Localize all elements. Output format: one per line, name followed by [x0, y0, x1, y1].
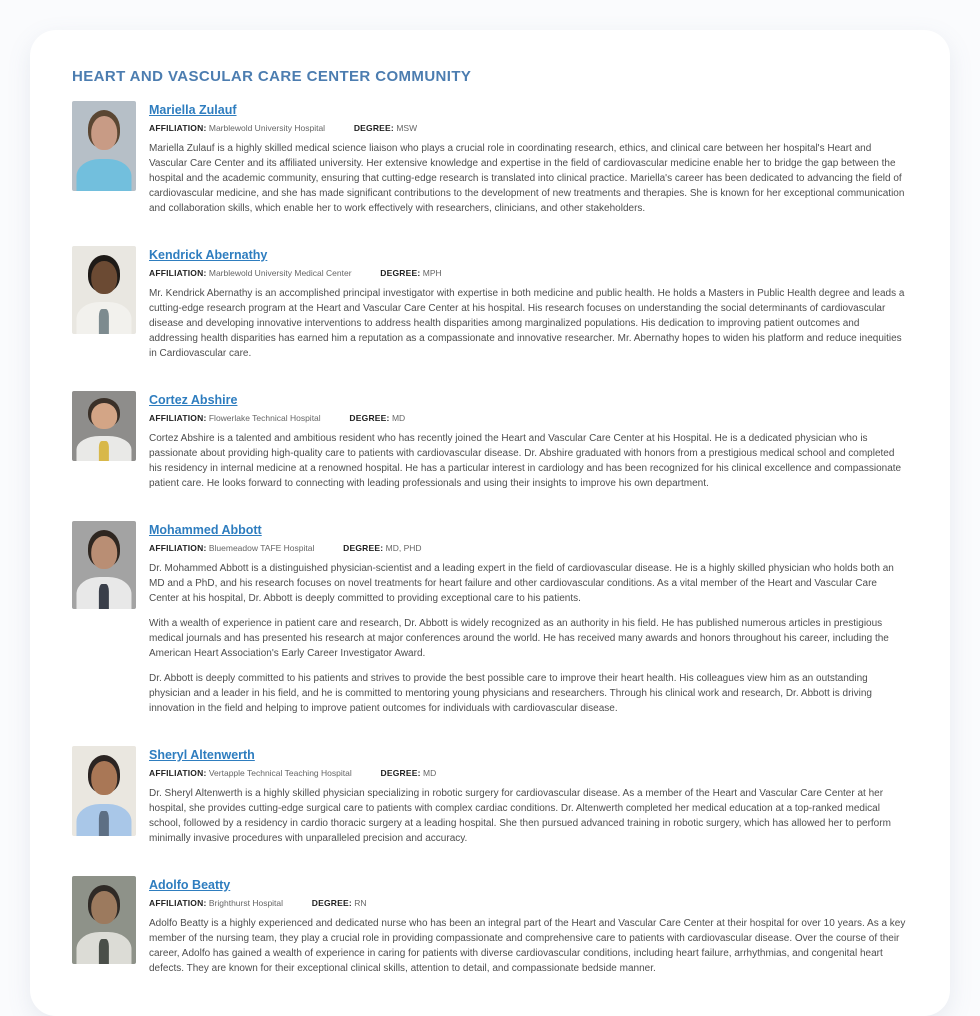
degree-label: DEGREE:	[349, 413, 390, 423]
member-content	[149, 521, 908, 716]
degree-label: DEGREE:	[343, 543, 384, 553]
bio-paragraph: With a wealth of experience in patient care and research, Dr. Abbott is widely recognized as an authority in his field. He has published numerous articles in prestigious medical journals and has presented his research at major conferences around the world. He has received many awards and honors throughout his career, including the American Heart Association's Early Career Investigator Award.	[149, 618, 889, 659]
member-photo[interactable]	[72, 391, 136, 461]
portrait-head	[91, 536, 117, 569]
member-photo[interactable]	[72, 746, 136, 836]
affiliation-label: AFFILIATION:	[149, 268, 207, 278]
degree-value: MD	[423, 768, 437, 778]
member-name-link[interactable]: Adolfo Beatty	[149, 878, 231, 892]
member-photo[interactable]	[72, 521, 136, 609]
portrait-accent	[99, 584, 109, 609]
member-bio	[149, 141, 908, 216]
member-content	[149, 246, 908, 361]
portrait-accent	[99, 309, 109, 334]
member-photo[interactable]	[72, 101, 136, 191]
affiliation-value: Bluemeadow TAFE Hospital	[208, 543, 315, 553]
degree-value: MD, PHD	[385, 543, 422, 553]
portrait-head	[91, 261, 117, 294]
bio-paragraph: Dr. Mohammed Abbott is a distinguished physician-scientist and a leading expert in the field of cardiovascular disease. He is a highly skilled physician who holds both an MD and a PhD, and his research focuses on novel treatments for heart failure and other cardiovascular conditions. As a vital member of the Heart and Vascular Care Center at his hospital, Dr. Abbott is deeply committed to providing exceptional care to his patients.	[149, 563, 894, 604]
portrait-accent	[99, 166, 109, 191]
member-photo[interactable]	[72, 246, 136, 334]
member-row	[72, 876, 908, 976]
page-title: HEART AND VASCULAR CARE CENTER COMMUNITY	[72, 68, 472, 85]
affiliation-label: AFFILIATION:	[149, 768, 207, 778]
bio-paragraph: Dr. Sheryl Altenwerth is a highly skilled physician specializing in robotic surgery for cardiovascular disease. As a member of the Heart and Vascular Care Center at her hospital, she provides cutting-edge surgical care to patients with complex cardiac conditions. Dr. Altenwerth completed her medical education at a top-ranked medical school, followed by a residency in cardio thoracic surgery at a leading hospital. She then pursued advanced training in robotic surgery, which has allowed her to perform minimally invasive procedures with unparalleled precision and accuracy.	[149, 788, 891, 844]
member-meta	[149, 768, 908, 778]
member-bio	[149, 431, 908, 491]
member-row	[72, 101, 908, 216]
degree-value: MSW	[396, 123, 418, 133]
bio-paragraph: Adolfo Beatty is a highly experienced and dedicated nurse who has been an integral part of the Heart and Vascular Care Center at their hospital for over 10 years. As a key member of the nursing team, they play a crucial role in providing compassionate and comprehensive care to patients with cardiovascular disease. Over the course of their career, Adolfo has gained a wealth of experience in caring for patients with diverse cardiovascular conditions, including heart failure, arrhythmias, and congenital heart defects. They are known for their exceptional clinical skills, attention to detail, and compassionate bedside manner.	[149, 918, 906, 974]
member-meta	[149, 413, 908, 423]
bio-paragraph: Mariella Zulauf is a highly skilled medical science liaison who plays a crucial role in coordinating research, ethics, and clinical care between her hospital's Heart and Vascular Care Center and its affiliated university. Her extensive knowledge and expertise in the field of cardiovascular medicine enable her to bridge the gap between the hospital and the academic community, ensuring that cutting-edge research is translated into clinical practice. Mariella's career has been dedicated to advancing the field of cardiovascular medicine, and she has made significant contributions to the development of new treatments and therapies. She is known for her exceptional communication and collaboration skills, which enable her to work effectively with researchers, clinicians, and other stakeholders.	[149, 143, 905, 214]
degree-label: DEGREE:	[311, 898, 352, 908]
member-list	[72, 101, 908, 976]
affiliation-value: Marblewold University Medical Center	[208, 268, 352, 278]
member-content	[149, 391, 908, 491]
member-bio	[149, 916, 908, 976]
affiliation-label: AFFILIATION:	[149, 123, 207, 133]
member-meta	[149, 898, 908, 908]
bio-paragraph: Mr. Kendrick Abernathy is an accomplished principal investigator with expertise in both medicine and public health. He holds a Masters in Public Health degree and leads a cutting-edge research program at the Heart and Vascular Care Center at his hospital. His research focuses on understanding the social determinants of cardiovascular disease and developing innovative interventions to address health disparities among marginalized populations. His dedication to improving patient outcomes and addressing health disparities has earned him a reputation as a compassionate and innovative researcher. Mr. Abernathy hopes to widen his platform and reduce inequities in Cardiovascular care.	[149, 288, 905, 359]
affiliation-value: Marblewold University Hospital	[208, 123, 326, 133]
portrait-head	[91, 761, 117, 794]
member-bio	[149, 786, 908, 846]
member-content	[149, 876, 908, 976]
bio-paragraph: Cortez Abshire is a talented and ambitious resident who has recently joined the Heart and Vascular Care Center at his Hospital. He is a dedicated physician who is passionate about providing high-quality care to patients with cardiovascular disease. Dr. Abshire graduated with honors from a prestigious medical school and completed his residency in internal medicine at a renowned hospital. He has a particular interest in cardiology and has been recognized for his clinical excellence and compassionate patient care. He looks forward to connecting with leading professionals and using their insights to improve his own department.	[149, 433, 902, 489]
member-name-link[interactable]: Cortez Abshire	[149, 393, 238, 407]
degree-value: MD	[391, 413, 406, 423]
member-name-link[interactable]: Mohammed Abbott	[149, 523, 262, 537]
portrait-accent	[99, 939, 109, 964]
portrait-accent	[99, 811, 109, 836]
member-meta	[149, 123, 908, 133]
member-row	[72, 246, 908, 361]
member-bio	[149, 286, 908, 361]
member-meta	[149, 543, 908, 553]
affiliation-label: AFFILIATION:	[149, 898, 207, 908]
degree-label: DEGREE:	[380, 768, 421, 778]
member-name-link[interactable]: Mariella Zulauf	[149, 103, 237, 117]
portrait-accent	[99, 441, 109, 461]
portrait-head	[91, 891, 117, 924]
affiliation-value: Vertapple Technical Teaching Hospital	[208, 768, 352, 778]
portrait-head	[91, 403, 117, 429]
degree-label: DEGREE:	[380, 268, 421, 278]
affiliation-value: Brighthurst Hospital	[208, 898, 284, 908]
member-name-link[interactable]: Sheryl Altenwerth	[149, 748, 255, 762]
community-card	[30, 30, 950, 1016]
member-photo[interactable]	[72, 876, 136, 964]
member-bio	[149, 561, 908, 716]
portrait-head	[91, 116, 117, 149]
degree-value: MPH	[422, 268, 442, 278]
member-row	[72, 521, 908, 716]
affiliation-label: AFFILIATION:	[149, 543, 207, 553]
member-row	[72, 391, 908, 491]
member-row	[72, 746, 908, 846]
degree-label: DEGREE:	[353, 123, 394, 133]
member-content	[149, 101, 908, 216]
member-name-link[interactable]: Kendrick Abernathy	[149, 248, 268, 262]
member-content	[149, 746, 908, 846]
affiliation-label: AFFILIATION:	[149, 413, 207, 423]
affiliation-value: Flowerlake Technical Hospital	[208, 413, 321, 423]
member-meta	[149, 268, 908, 278]
bio-paragraph: Dr. Abbott is deeply committed to his patients and strives to provide the best possible care to improve their heart health. His colleagues view him as an outstanding physician and a leader in his field, and he is committed to mentoring young physicians and researchers. Through his clinical work and research, Dr. Abbott is driving innovation in the field and helping to improve patient outcomes for individuals with cardiovascular disease.	[149, 673, 872, 714]
degree-value: RN	[354, 898, 367, 908]
